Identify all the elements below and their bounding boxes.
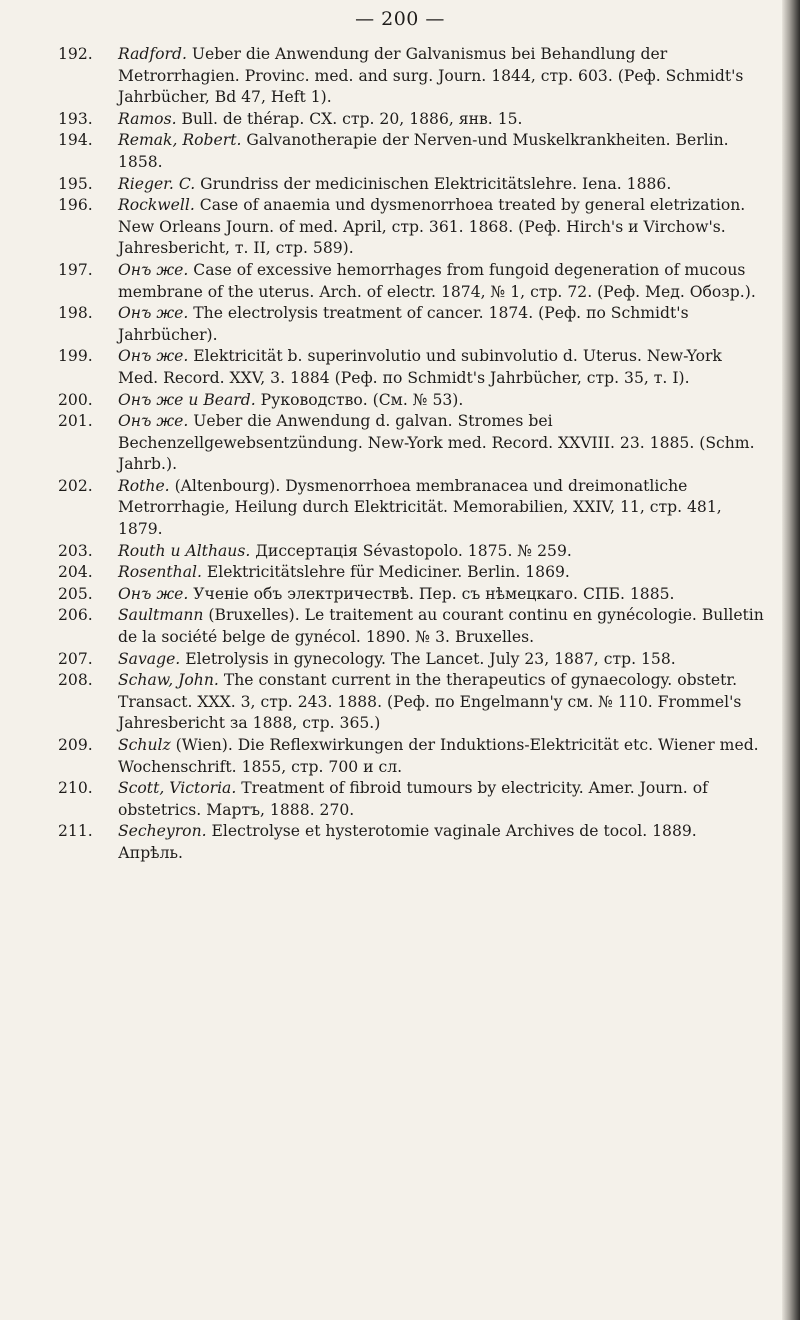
reference-author: Онъ же. bbox=[118, 584, 189, 603]
reference-number: 210. bbox=[58, 779, 93, 798]
reference-item bbox=[58, 476, 764, 541]
reference-number: 196. bbox=[58, 196, 93, 215]
reference-text: Bull. de thérap. CX. стр. 20, 1886, янв. 15. bbox=[176, 109, 523, 128]
reference-number: 207. bbox=[58, 649, 93, 668]
reference-item bbox=[58, 303, 764, 346]
reference-text: Диссертація Sévastopolo. 1875. № 259. bbox=[250, 541, 572, 560]
reference-text: Treatment of fibroid tumours by electricity. Amer. Journ. of obstetrics. Мартъ, 1888. 270. bbox=[118, 779, 708, 819]
reference-item bbox=[58, 174, 764, 196]
reference-number: 208. bbox=[58, 671, 93, 690]
reference-item bbox=[58, 44, 764, 109]
reference-item bbox=[58, 541, 764, 563]
reference-text: Eletrolysis in gynecology. The Lancet. July 23, 1887, стр. 158. bbox=[180, 649, 676, 668]
reference-author: Savage. bbox=[118, 649, 181, 668]
reference-item bbox=[58, 390, 764, 412]
reference-author: Rieger. C. bbox=[118, 174, 196, 193]
reference-number: 195. bbox=[58, 174, 93, 193]
reference-author: Rothe. bbox=[118, 476, 170, 495]
reference-number: 204. bbox=[58, 563, 93, 582]
reference-text: Grundriss der medicinischen Elektricitätslehre. Iena. 1886. bbox=[195, 174, 672, 193]
reference-author: Онъ же. bbox=[118, 412, 189, 431]
reference-author: Онъ же. bbox=[118, 260, 189, 279]
reference-text: Руководство. (См. № 53). bbox=[255, 390, 464, 409]
reference-number: 203. bbox=[58, 541, 93, 560]
reference-author: Routh и Althaus. bbox=[118, 541, 251, 560]
reference-number: 200. bbox=[58, 390, 93, 409]
reference-author: Saultmann bbox=[118, 606, 204, 625]
reference-item bbox=[58, 584, 764, 606]
reference-author: Онъ же. bbox=[118, 347, 189, 366]
reference-number: 194. bbox=[58, 131, 93, 150]
reference-text: The electrolysis treatment of cancer. 1874. (Реф. по Schmidt's Jahrbücher). bbox=[118, 304, 689, 344]
page-number: — 200 — bbox=[355, 8, 445, 30]
reference-list bbox=[58, 44, 764, 865]
reference-item bbox=[58, 778, 764, 821]
reference-item bbox=[58, 260, 764, 303]
reference-number: 201. bbox=[58, 412, 93, 431]
reference-item bbox=[58, 109, 764, 131]
reference-text: Galvanotherapie der Nerven-und Muskelkrankheiten. Berlin. 1858. bbox=[118, 131, 729, 171]
reference-author: Rosenthal. bbox=[118, 563, 202, 582]
reference-author: Remak, Robert. bbox=[118, 131, 242, 150]
reference-text: The constant current in the therapeutics of gynaecology. obstetr. Transact. XXX. 3, стр. 243. 1888. (Реф. по Engelmann'y см. № 110. Frommel's Jahresbericht за 1888, стр. 365.) bbox=[118, 671, 742, 733]
reference-author: Schaw, John. bbox=[118, 671, 219, 690]
reference-text: Elektricitätslehre für Mediciner. Berlin. 1869. bbox=[201, 563, 570, 582]
reference-number: 197. bbox=[58, 260, 93, 279]
reference-number: 211. bbox=[58, 822, 93, 841]
reference-item bbox=[58, 605, 764, 648]
reference-item bbox=[58, 821, 764, 864]
reference-text: Case of excessive hemorrhages from fungoid degeneration of mucous membrane of the uterus. Arch. of electr. 1874, № 1, стр. 72. (Реф. Мед. Обозр.). bbox=[118, 260, 756, 301]
reference-text: (Bruxelles). Le traitement au courant continu en gynécologie. Bulletin de la société belge de gynécol. 1890. № 3. Bruxelles. bbox=[118, 606, 764, 647]
reference-author: Rockwell. bbox=[118, 196, 195, 215]
reference-author: Scott, Victoria. bbox=[118, 779, 237, 798]
reference-author: Онъ же. bbox=[118, 304, 189, 323]
reference-text: Case of anaemia und dysmenorrhoea treated by general eletrization. New Orleans Journ. of med. April, стр. 361. 1868. (Реф. Hirch's и Virchow's. Jahresbericht, т. II, стр. 589). bbox=[118, 196, 746, 258]
reference-number: 193. bbox=[58, 109, 93, 128]
reference-item bbox=[58, 735, 764, 778]
reference-item bbox=[58, 562, 764, 584]
reference-item bbox=[58, 346, 764, 389]
reference-number: 198. bbox=[58, 304, 93, 323]
reference-text: (Altenbourg). Dysmenorrhoea membranacea und dreimonatliche Metrorrhagie, Heilung durch Elektricität. Memorabilien, XXIV, 11, стр. 481, 1879. bbox=[118, 476, 722, 539]
reference-item bbox=[58, 195, 764, 260]
reference-text: (Wien). Die Reflexwirkungen der Induktions-Elektricität etc. Wiener med. Wochenschrift. 1855, стр. 700 и сл. bbox=[118, 736, 759, 776]
reference-number: 192. bbox=[58, 45, 93, 63]
reference-author: Онъ же и Beard. bbox=[118, 390, 256, 409]
reference-text: Ueber die Anwendung der Galvanismus bei Behandlung der Metrorrhagien. Provinc. med. and surg. Journ. 1844, стр. 603. (Реф. Schmidt's Jahrbücher, Bd 47, Heft 1). bbox=[118, 45, 744, 107]
reference-number: 206. bbox=[58, 606, 93, 625]
reference-item bbox=[58, 670, 764, 735]
reference-author: Ramos. bbox=[118, 109, 177, 128]
reference-number: 199. bbox=[58, 347, 93, 366]
reference-author: Schulz bbox=[118, 736, 171, 754]
reference-text: Ueber die Anwendung d. galvan. Stromes bei Bechenzellgewebsentzündung. New-York med. Record. XXVIII. 23. 1885. (Schm. Jahrb.). bbox=[118, 412, 755, 474]
reference-item bbox=[58, 411, 764, 476]
reference-number: 209. bbox=[58, 736, 93, 754]
reference-text: Electrolyse et hysterotomie vaginale Archives de tocol. 1889. Апрѣль. bbox=[118, 822, 697, 862]
page-edge-shadow bbox=[782, 0, 800, 1320]
reference-number: 205. bbox=[58, 584, 93, 603]
reference-author: Secheyron. bbox=[118, 822, 207, 841]
reference-text: Ученіе объ электричествѣ. Пер. съ нѣмецкаго. СПБ. 1885. bbox=[188, 584, 675, 603]
reference-item bbox=[58, 649, 764, 671]
reference-number: 202. bbox=[58, 476, 93, 495]
reference-item bbox=[58, 130, 764, 173]
reference-text: Elektricität b. superinvolutio und subinvolutio d. Uterus. New-York Med. Record. XXV, 3. 1884 (Реф. по Schmidt's Jahrbücher, стр. 35, т. I). bbox=[118, 347, 722, 387]
reference-author: Radford. bbox=[118, 45, 187, 63]
